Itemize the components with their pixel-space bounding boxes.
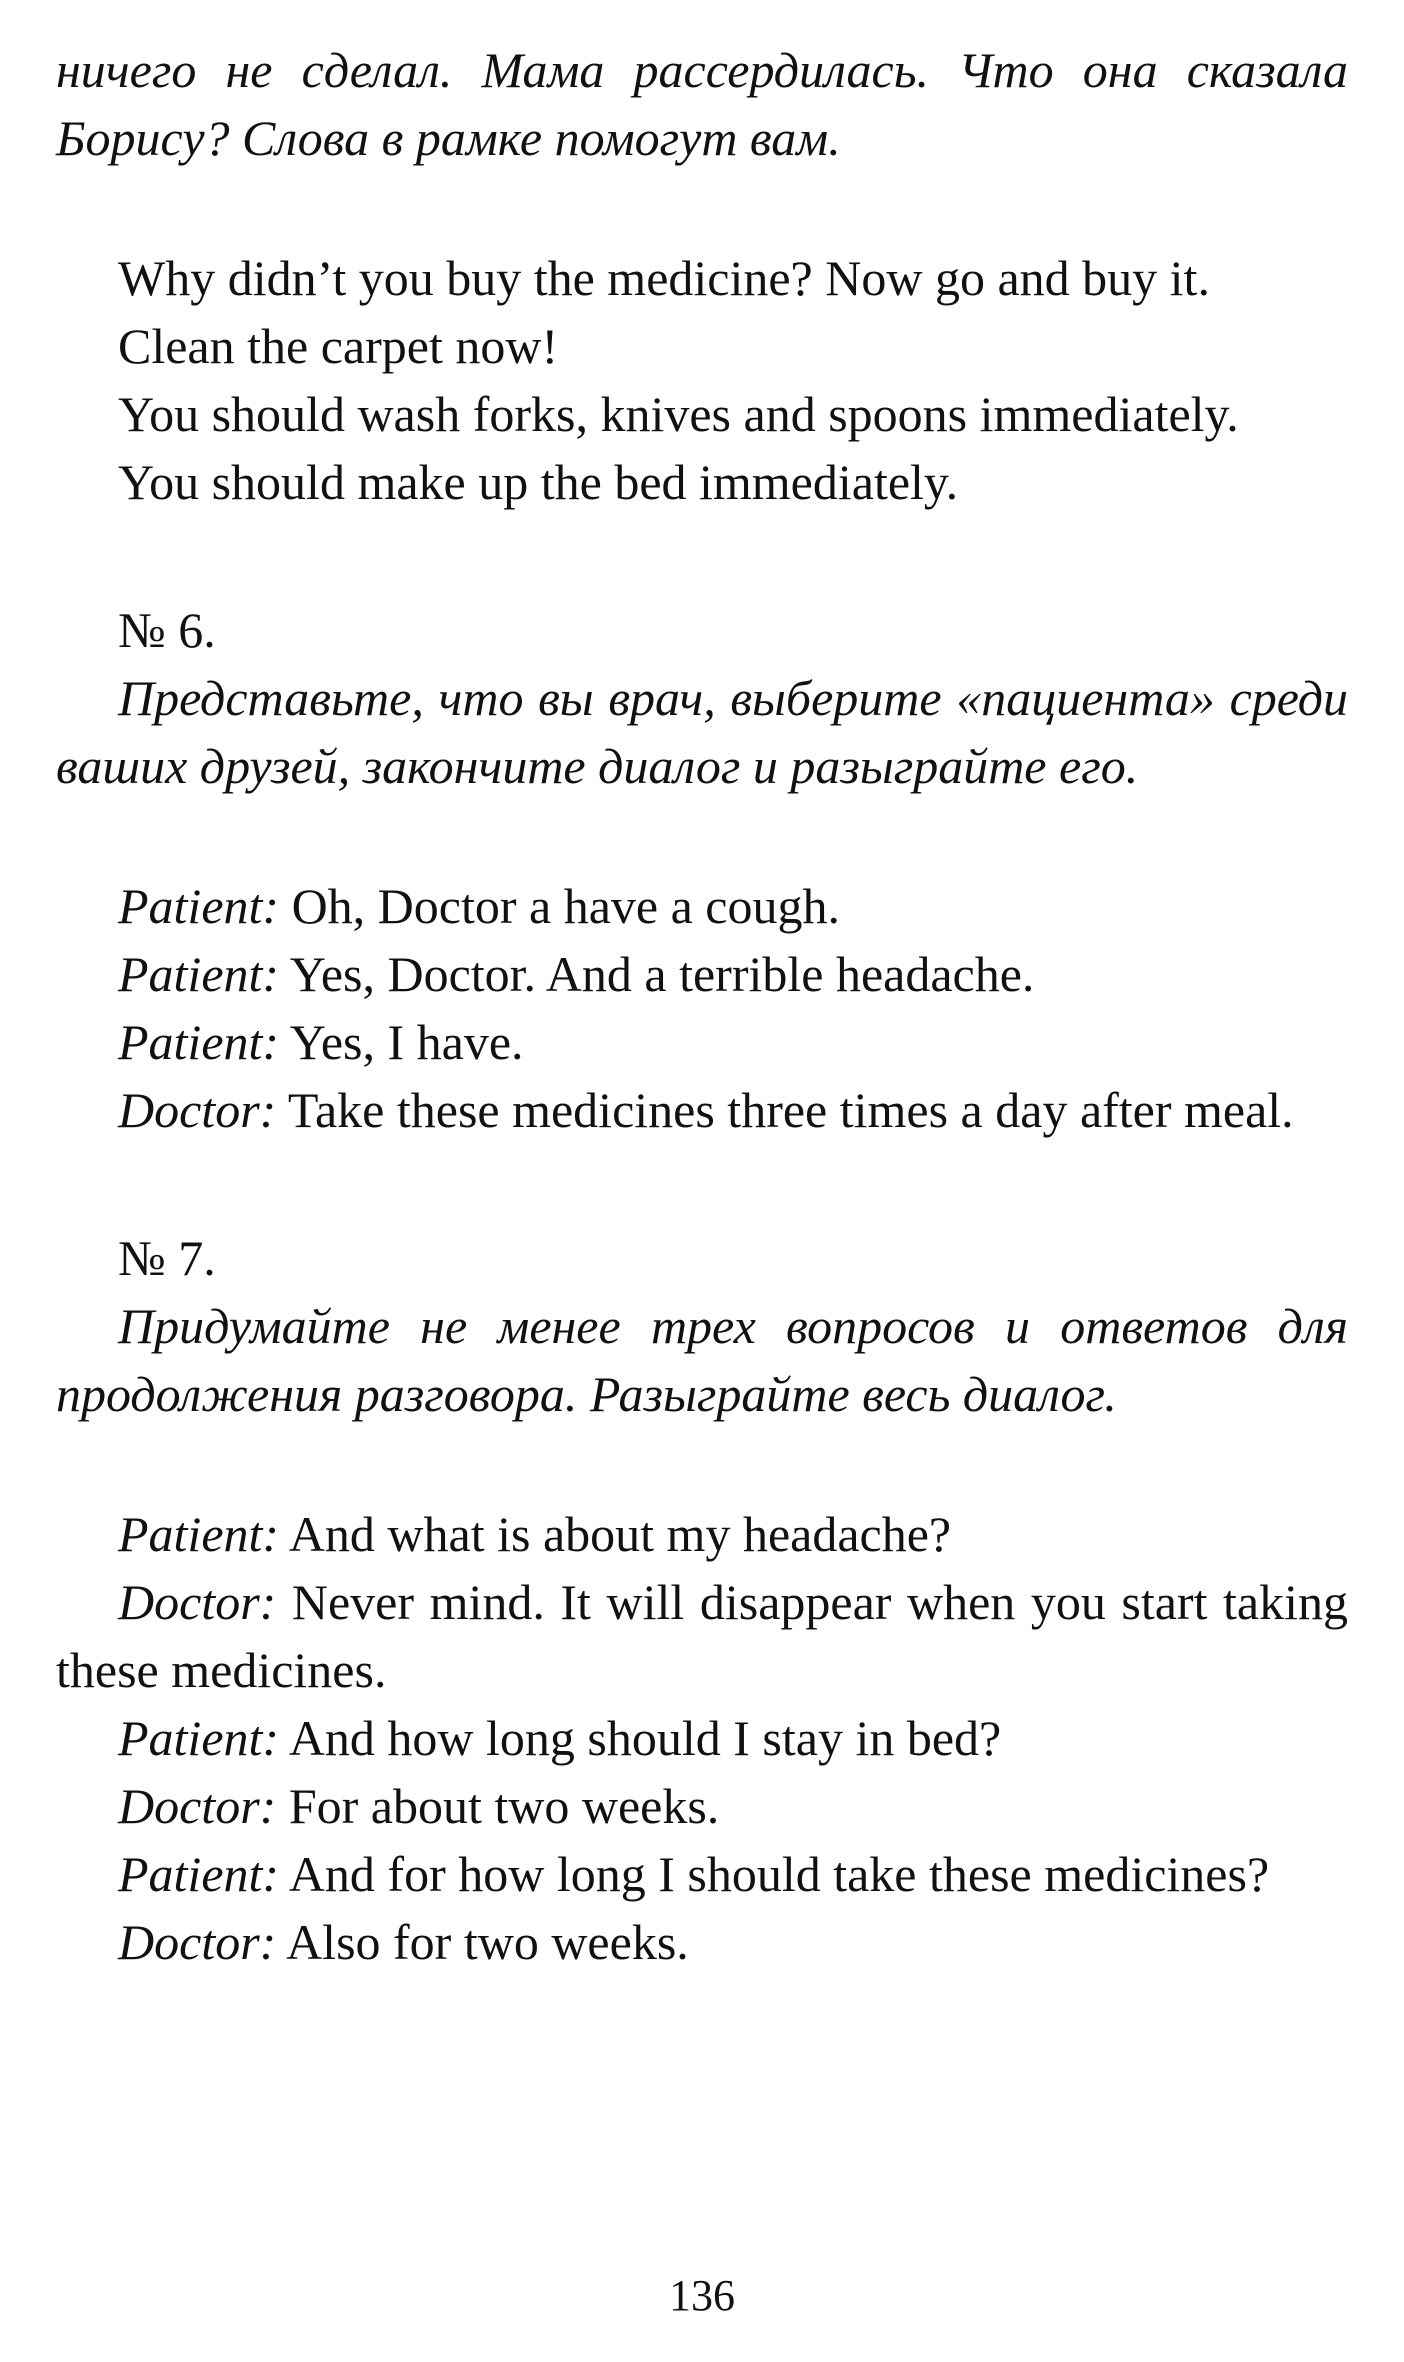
- speaker-label: Patient:: [118, 1846, 280, 1902]
- dialogue-text: Never mind. It will disappear when you start taking these medicines.: [56, 1574, 1348, 1698]
- dialogue-text: For about two weeks.: [288, 1778, 720, 1834]
- answer-line: Clean the carpet now!: [118, 318, 559, 374]
- dialogue-text: Oh, Doctor a have a cough.: [291, 878, 840, 934]
- exercise-6-section: [56, 596, 1348, 1144]
- speaker-label: Doctor:: [118, 1082, 277, 1138]
- speaker-label: Patient:: [118, 878, 280, 934]
- speaker-label: Doctor:: [118, 1574, 277, 1630]
- exercise-7-instruction: Придумайте не менее трех вопросов и ответов для продолжения разговора. Разыграйте весь диалог.: [56, 1298, 1348, 1422]
- dialogue-line: [56, 872, 1348, 940]
- exercise-7-dialogue: [56, 1500, 1348, 1976]
- answers-block: [56, 244, 1348, 516]
- document-page: [56, 36, 1348, 1976]
- answer-line: You should make up the bed immediately.: [118, 454, 959, 510]
- dialogue-line: [56, 1568, 1348, 1704]
- dialogue-text: Also for two weeks.: [286, 1914, 689, 1970]
- speaker-label: Patient:: [118, 1506, 280, 1562]
- answer-line: You should wash forks, knives and spoons immediately.: [118, 386, 1239, 442]
- dialogue-line: [56, 1908, 1348, 1976]
- speaker-label: Doctor:: [118, 1914, 277, 1970]
- dialogue-text: Take these medicines three times a day after meal.: [287, 1082, 1294, 1138]
- speaker-label: Doctor:: [118, 1778, 277, 1834]
- exercise-6-instruction: Представьте, что вы врач, выберите «пациента» среди ваших друзей, закончите диалог и разыграйте его.: [56, 670, 1348, 794]
- dialogue-line: [56, 1704, 1348, 1772]
- speaker-label: Patient:: [118, 1014, 280, 1070]
- exercise-7-section: [56, 1224, 1348, 1976]
- dialogue-line: [56, 1772, 1348, 1840]
- dialogue-text: And for how long I should take these medicines?: [288, 1846, 1270, 1902]
- dialogue-text: And what is about my headache?: [288, 1506, 952, 1562]
- dialogue-line: [56, 1076, 1348, 1144]
- dialogue-text: Yes, I have.: [289, 1014, 524, 1070]
- speaker-label: Patient:: [118, 1710, 280, 1766]
- exercise-7-heading: № 7.: [118, 1230, 216, 1286]
- answer-line: Why didn’t you buy the medicine? Now go and buy it.: [118, 250, 1210, 306]
- speaker-label: Patient:: [118, 946, 280, 1002]
- intro-paragraph: ничего не сделал. Мама рассердилась. Что она сказала Борису? Слова в рамке помогут вам.: [56, 42, 1348, 166]
- page-number: 136: [669, 2271, 735, 2320]
- dialogue-line: [56, 940, 1348, 1008]
- exercise-6-dialogue: [56, 872, 1348, 1144]
- dialogue-line: [56, 1008, 1348, 1076]
- exercise-6-heading: № 6.: [118, 602, 216, 658]
- dialogue-line: [56, 1500, 1348, 1568]
- dialogue-text: Yes, Doctor. And a terrible headache.: [289, 946, 1035, 1002]
- dialogue-text: And how long should I stay in bed?: [288, 1710, 1002, 1766]
- dialogue-line: [56, 1840, 1348, 1908]
